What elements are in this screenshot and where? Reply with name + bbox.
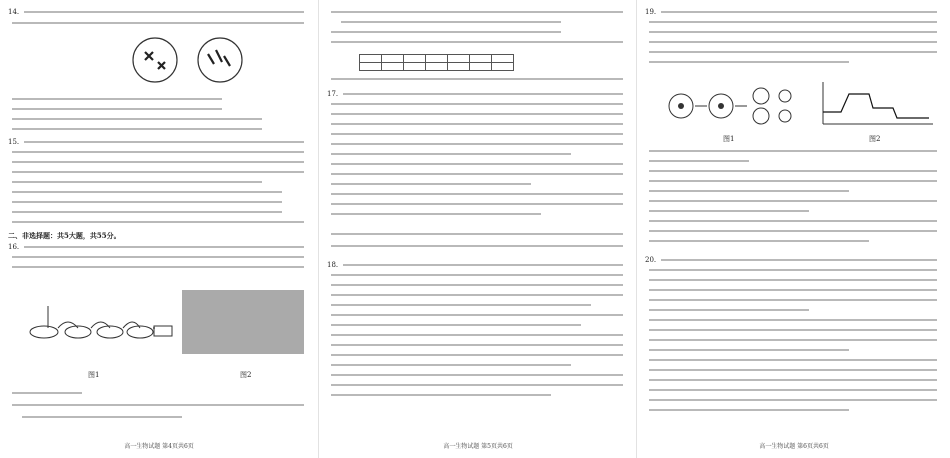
question-14-stem	[24, 11, 304, 13]
answer-line	[649, 319, 937, 321]
cell-cycle-table	[359, 54, 514, 71]
figure-caption: 图1	[88, 371, 100, 379]
question-16-stem	[12, 256, 304, 258]
page-footer: 高一生物试题 第4页共6页	[124, 443, 194, 450]
figure-caption: 图2	[869, 135, 881, 143]
answer-line	[649, 150, 937, 152]
answer-line	[649, 349, 849, 351]
question-18-stem	[331, 274, 623, 276]
question-17-stem	[343, 93, 623, 95]
answer-line	[649, 389, 937, 391]
answer-line	[649, 200, 937, 202]
answer-line	[12, 404, 304, 406]
question-15-stem	[12, 161, 304, 163]
answer-line	[331, 245, 623, 247]
option-line	[12, 128, 262, 130]
exam-page-5	[318, 0, 637, 458]
question-20-stem	[649, 279, 937, 281]
answer-line	[649, 170, 937, 172]
question-18-stem	[331, 304, 591, 306]
answer-line	[649, 329, 937, 331]
page-footer: 高一生物试题 第5页共6页	[443, 443, 513, 450]
answer-line	[12, 392, 82, 394]
answer-line	[341, 21, 561, 23]
option-line	[12, 191, 282, 193]
page-footer: 高一生物试题 第6页共6页	[759, 443, 829, 450]
question-18-stem	[331, 314, 623, 316]
question-14-stem	[12, 22, 304, 24]
question-number: 17.	[327, 90, 339, 98]
question-17-stem	[331, 123, 623, 125]
question-number: 14.	[8, 8, 20, 16]
answer-line	[649, 230, 937, 232]
question-20-stem	[649, 309, 809, 311]
answer-line	[649, 180, 937, 182]
question-19-stem	[649, 41, 937, 43]
question-16-stem	[24, 246, 304, 248]
question-18-stem	[331, 334, 623, 336]
answer-line	[331, 78, 623, 80]
answer-line	[331, 31, 561, 33]
option-line	[331, 324, 581, 326]
question-17-stem	[331, 173, 623, 175]
question-18-stem	[331, 284, 623, 286]
question-19-stem	[649, 61, 849, 63]
question-17-stem	[331, 143, 623, 145]
cell-division-figure	[120, 32, 260, 92]
answer-line	[331, 394, 551, 396]
question-17-stem	[331, 203, 623, 205]
option-line	[12, 98, 222, 100]
question-16-stem	[12, 266, 304, 268]
answer-line	[649, 210, 809, 212]
question-17-stem	[331, 153, 571, 155]
question-19-stem	[649, 31, 937, 33]
answer-line	[331, 233, 623, 235]
question-number: 20.	[645, 256, 657, 264]
answer-line	[649, 369, 937, 371]
question-17-stem	[331, 193, 623, 195]
micrograph-image	[182, 290, 304, 354]
question-15-stem	[12, 151, 304, 153]
question-number: 16.	[8, 243, 20, 251]
answer-line	[331, 213, 541, 215]
answer-line	[649, 190, 849, 192]
question-number: 15.	[8, 138, 20, 146]
answer-line	[649, 240, 869, 242]
question-17-stem	[331, 113, 623, 115]
question-15-stem	[12, 171, 304, 173]
question-18-stem	[331, 294, 623, 296]
question-15-stem	[12, 181, 262, 183]
option-line	[12, 221, 304, 223]
answer-line	[331, 364, 571, 366]
question-20-stem	[649, 269, 937, 271]
experiment-apparatus-figure	[14, 298, 174, 356]
question-15-stem	[24, 141, 304, 143]
answer-line	[331, 11, 623, 13]
question-17-stem	[331, 133, 623, 135]
answer-line	[649, 409, 849, 411]
question-19-stem	[649, 21, 937, 23]
answer-line	[649, 220, 937, 222]
option-line	[12, 118, 262, 120]
figure-caption: 图2	[240, 371, 252, 379]
figure-caption: 图1	[723, 135, 735, 143]
cell-sequence-figure	[665, 82, 795, 128]
answer-line	[649, 379, 937, 381]
question-number: 19.	[645, 8, 657, 16]
question-18-stem	[343, 264, 623, 266]
answer-line	[649, 160, 749, 162]
exam-page-4	[0, 0, 318, 458]
question-19-stem	[649, 51, 937, 53]
answer-line	[331, 183, 531, 185]
option-line	[12, 108, 222, 110]
question-18-stem	[331, 374, 623, 376]
question-20-stem	[649, 299, 937, 301]
answer-line	[649, 399, 937, 401]
exam-page-6	[636, 0, 950, 458]
question-18-stem	[331, 384, 623, 386]
option-line	[12, 211, 282, 213]
question-18-stem	[331, 354, 623, 356]
question-19-stem	[661, 11, 937, 13]
answer-line	[331, 41, 623, 43]
question-17-stem	[331, 163, 623, 165]
question-17-stem	[331, 103, 623, 105]
answer-line	[22, 416, 182, 418]
section-heading: 二、非选择题：共5大题，共55分。	[8, 231, 121, 240]
dna-content-curve	[813, 78, 937, 130]
question-20-stem	[649, 289, 937, 291]
option-line	[12, 201, 282, 203]
answer-line	[649, 339, 937, 341]
question-number: 18.	[327, 261, 339, 269]
question-20-stem	[661, 259, 937, 261]
answer-line	[649, 359, 937, 361]
question-18-stem	[331, 344, 623, 346]
